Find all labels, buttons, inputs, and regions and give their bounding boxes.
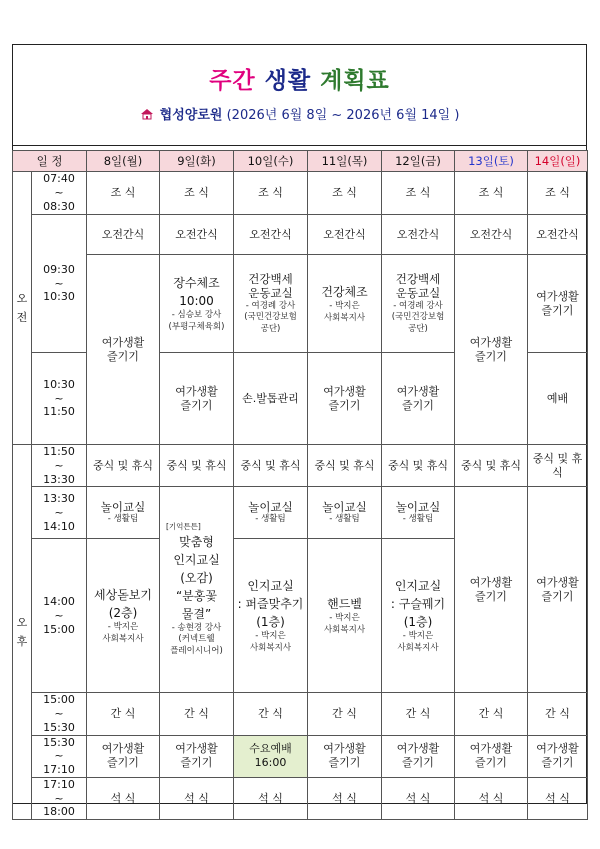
day-fri: 12일(금) xyxy=(382,151,455,172)
pm-snack-row xyxy=(13,693,588,735)
document-header xyxy=(12,44,587,146)
mon-play-cell: 놀이교실 - 생활팀 xyxy=(87,487,160,539)
fri-leisure-cell: 여가생활 즐기기 xyxy=(382,353,455,445)
time-cell: 13:30 ~ 14:10 xyxy=(32,487,87,539)
title-word-2: 생활 xyxy=(264,68,312,94)
pm-snack-cell: 간 식 xyxy=(455,693,528,735)
time-cell: 15:00 ~ 15:30 xyxy=(32,693,87,735)
breakfast-cell: 조 식 xyxy=(87,172,160,215)
am-label: 오 전 xyxy=(13,172,32,445)
am-snack-cell: 오전간식 xyxy=(382,215,455,255)
title-word-1: 주간 xyxy=(209,68,256,94)
late-pm-row xyxy=(13,735,588,777)
tue-pm-program: [기억튼튼] 맞춤형 인지교실 (오감) “분홍꽃 물결” - 송현경 강사 (커넥트웰 플레이시니어) xyxy=(160,487,234,693)
day-tue: 9일(화) xyxy=(160,151,234,172)
lunch-cell: 중식 및 휴식 xyxy=(455,445,528,487)
day-thu: 11일(목) xyxy=(308,151,382,172)
wed-am-program: 건강백세 운동교실 - 여경례 강사 (국민건강보험 공단) xyxy=(234,255,308,353)
breakfast-cell: 조 식 xyxy=(528,172,588,215)
dinner-cell: 석 식 xyxy=(87,777,160,819)
am-snack-cell: 오전간식 xyxy=(160,215,234,255)
breakfast-row xyxy=(13,172,588,215)
day-sun: 14일(일) xyxy=(528,151,588,172)
dinner-cell: 석 식 xyxy=(234,777,308,819)
am-snack-row xyxy=(13,215,588,255)
dinner-cell: 석 식 xyxy=(528,777,588,819)
breakfast-cell: 조 식 xyxy=(308,172,382,215)
page-title xyxy=(12,62,587,95)
lunch-cell: 중식 및 휴식 xyxy=(382,445,455,487)
am-snack-cell: 오전간식 xyxy=(87,215,160,255)
date-range: (2026년 6월 8일 ~ 2026년 6월 14일 ) xyxy=(226,108,460,123)
thu-leisure-cell: 여가생활 즐기기 xyxy=(308,353,382,445)
time-cell: 11:50 ~ 13:30 xyxy=(32,445,87,487)
sun-worship-cell: 예배 xyxy=(528,353,588,445)
fri-am-program: 건강백세 운동교실 - 여경례 강사 (국민건강보험 공단) xyxy=(382,255,455,353)
time-cell: 14:00 ~ 15:00 xyxy=(32,539,87,693)
sun-leisure-cell: 여가생활 즐기기 xyxy=(528,255,588,353)
pm-snack-cell: 간 식 xyxy=(308,693,382,735)
pm-label: 오 후 xyxy=(13,445,32,820)
day-sat: 13일(토) xyxy=(455,151,528,172)
am-snack-cell: 오전간식 xyxy=(528,215,588,255)
tue-am-program: 장수체조 10:00 - 심승보 강사 (부평구체육회) xyxy=(160,255,234,353)
subtitle xyxy=(12,104,587,123)
late-pm-leisure-cell: 여가생활 즐기기 xyxy=(308,735,382,777)
play-row xyxy=(13,487,588,539)
breakfast-cell: 조 식 xyxy=(455,172,528,215)
title-word-3: 계획표 xyxy=(320,68,390,94)
wed-play-cell: 놀이교실 - 생활팀 xyxy=(234,487,308,539)
late-pm-leisure-cell: 여가생활 즐기기 xyxy=(160,735,234,777)
dinner-cell: 석 식 xyxy=(308,777,382,819)
tue-leisure-cell: 여가생활 즐기기 xyxy=(160,353,234,445)
wed-worship-cell: 수요예배 16:00 xyxy=(234,735,308,777)
day-mon: 8일(월) xyxy=(87,151,160,172)
mon-leisure-cell: 여가생활 즐기기 xyxy=(87,255,160,445)
late-pm-leisure-cell: 여가생활 즐기기 xyxy=(455,735,528,777)
am-snack-cell: 오전간식 xyxy=(455,215,528,255)
late-pm-leisure-cell: 여가생활 즐기기 xyxy=(87,735,160,777)
pm-snack-cell: 간 식 xyxy=(382,693,455,735)
thu-play-cell: 놀이교실 - 생활팀 xyxy=(308,487,382,539)
breakfast-cell: 조 식 xyxy=(234,172,308,215)
breakfast-cell: 조 식 xyxy=(382,172,455,215)
breakfast-cell: 조 식 xyxy=(160,172,234,215)
schedule-label: 일 정 xyxy=(13,151,87,172)
time-cell: 09:30 ~ 10:30 xyxy=(32,215,87,353)
lunch-cell: 중식 및 휴식 xyxy=(528,445,588,487)
dinner-cell: 석 식 xyxy=(382,777,455,819)
org-name: 협성양로원 xyxy=(159,108,223,123)
pm-snack-cell: 간 식 xyxy=(87,693,160,735)
wed-nail-care-cell: 손.발톱관리 xyxy=(234,353,308,445)
pm-snack-cell: 간 식 xyxy=(160,693,234,735)
lunch-row xyxy=(13,445,588,487)
dinner-cell: 석 식 xyxy=(160,777,234,819)
am-snack-cell: 오전간식 xyxy=(308,215,382,255)
house-logo-icon xyxy=(140,108,154,120)
weekly-schedule-table xyxy=(12,150,588,820)
sat-pm-leisure-cell: 여가생활 즐기기 xyxy=(455,487,528,693)
sat-leisure-cell: 여가생활 즐기기 xyxy=(455,255,528,445)
time-cell: 17:10 ~ 18:00 xyxy=(32,777,87,819)
sun-pm-leisure-cell: 여가생활 즐기기 xyxy=(528,487,588,693)
time-cell: 15:30 ~ 17:10 xyxy=(32,735,87,777)
late-pm-leisure-cell: 여가생활 즐기기 xyxy=(382,735,455,777)
time-cell: 07:40 ~ 08:30 xyxy=(32,172,87,215)
thu-am-program: 건강체조 - 박지은 사회복지사 xyxy=(308,255,382,353)
day-wed: 10일(수) xyxy=(234,151,308,172)
time-cell: 10:30 ~ 11:50 xyxy=(32,353,87,445)
day-header-row xyxy=(13,151,588,172)
late-pm-leisure-cell: 여가생활 즐기기 xyxy=(528,735,588,777)
lunch-cell: 중식 및 휴식 xyxy=(160,445,234,487)
pm-snack-cell: 간 식 xyxy=(234,693,308,735)
pm-snack-cell: 간 식 xyxy=(528,693,588,735)
lunch-cell: 중식 및 휴식 xyxy=(234,445,308,487)
dinner-cell: 석 식 xyxy=(455,777,528,819)
wed-pm-program: 인지교실 : 퍼즐맞추기 (1층) - 박지은 사회복지사 xyxy=(234,539,308,693)
lunch-cell: 중식 및 휴식 xyxy=(308,445,382,487)
mon-pm-program: 세상돋보기 (2층) - 박지은 사회복지사 xyxy=(87,539,160,693)
dinner-row xyxy=(13,777,588,819)
thu-pm-program: 핸드벨 - 박지은 사회복지사 xyxy=(308,539,382,693)
am-snack-cell: 오전간식 xyxy=(234,215,308,255)
fri-pm-program: 인지교실 : 구슬꿰기 (1층) - 박지은 사회복지사 xyxy=(382,539,455,693)
am-program-row xyxy=(13,255,588,353)
fri-play-cell: 놀이교실 - 생활팀 xyxy=(382,487,455,539)
lunch-cell: 중식 및 휴식 xyxy=(87,445,160,487)
